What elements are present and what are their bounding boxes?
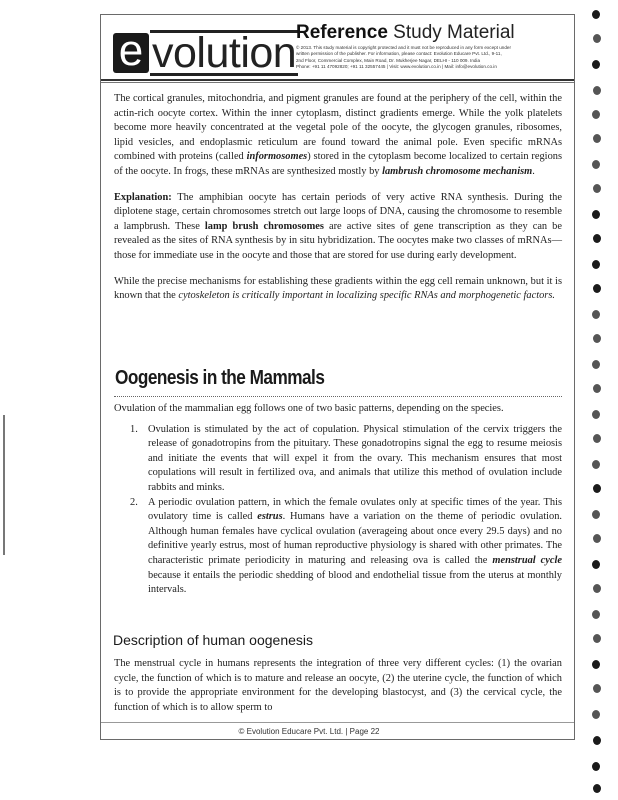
binding-hole bbox=[593, 134, 601, 143]
paragraph-explanation bbox=[114, 191, 562, 264]
term-lampbrush-chromosomes: lamp brush chromosomes bbox=[204, 220, 324, 232]
list-text: Ovulation is stimulated by the act of copulation. Physical stimulation of the cervix triggers the release of gonadotropins from the pituitary. These gonadotropins signal the egg to resume meiosis and initiate the events that will expel it from the ovary. This mechanism ensures that most copulations will result in fertilized ova, and animals that utilize this method of ovulation include rabbits and minks. bbox=[148, 423, 562, 493]
binding-hole bbox=[592, 260, 600, 269]
list-text: . Humans have a variation on the theme of periodic ovulation. Although human females have cyclical ovulation (averageing about once every 29.5 days) and no definitive yearly estrus, most of human reproductive physiology is shared with other primates. The characteristic primate periodicity in maturing and releasing ova is called the bbox=[148, 511, 562, 566]
header-divider-thin bbox=[101, 82, 574, 83]
footer-divider bbox=[101, 722, 574, 723]
binding-hole bbox=[593, 784, 601, 793]
binding-hole bbox=[593, 634, 601, 643]
copyright-notice bbox=[296, 45, 568, 71]
term-estrus: estrus bbox=[257, 511, 283, 523]
binding-hole bbox=[592, 160, 600, 169]
page-footer: © Evolution Educare Pvt. Ltd. | Page 22 bbox=[238, 727, 380, 736]
subsection-heading: Description of human oogenesis bbox=[113, 632, 314, 648]
binding-hole bbox=[592, 560, 600, 569]
binding-hole bbox=[593, 484, 601, 493]
list-text: because it entails the periodic shedding of blood and endothelial tissue from the uterus at monthly intervals. bbox=[148, 569, 562, 596]
body-text-mammals bbox=[114, 402, 562, 598]
binding-hole bbox=[592, 360, 600, 369]
section-heading: Oogenesis in the Mammals bbox=[115, 367, 325, 389]
binding-hole bbox=[593, 736, 601, 745]
section-intro: Ovulation of the mammalian egg follows one of two basic patterns, depending on the species. bbox=[114, 403, 504, 414]
binding-hole bbox=[592, 110, 600, 119]
binding-hole bbox=[592, 610, 600, 619]
title-normal: Study Material bbox=[387, 22, 515, 43]
binding-hole bbox=[593, 34, 601, 43]
binding-hole bbox=[593, 584, 601, 593]
copyright-line: written permission of the publisher. For information, please contact: Evolution Educare Pvt. Ltd., 9-11, bbox=[296, 51, 502, 57]
binding-hole bbox=[592, 510, 600, 519]
text-run: . bbox=[532, 165, 535, 177]
title-bold: Reference bbox=[296, 22, 388, 43]
header-divider bbox=[101, 79, 574, 81]
text-run: The cortical granules, mitochondria, and pigment granules are found at the periphery of the cell, within the actin-rich oocyte cortex. Within the inner cytoplasm, distinct gradients emerge. While the yolk platelets become more heavily concentrated at the vegetal pole of the oocyte, the glycogen granules, ribosomes, lipid vesicles, and endoplasmic reticulum are found toward the animal pole. Even specific mRNAs combined with proteins (called bbox=[114, 93, 562, 163]
body-text-top bbox=[114, 92, 562, 315]
binding-hole bbox=[593, 684, 601, 693]
binding-hole bbox=[592, 210, 600, 219]
binding-hole bbox=[592, 310, 600, 319]
paragraph-gradients bbox=[114, 92, 562, 180]
logo-initial: e bbox=[113, 33, 149, 73]
list-item bbox=[130, 423, 562, 496]
text-run: are active sites of gene transcription as they can be revealed as the sites of RNA synthesis by in situ hybridization. The oocytes make two classes of mRNAs—those for immediate use in the oocyte and those that are stored for use during early development. bbox=[114, 220, 562, 261]
list-item bbox=[130, 496, 562, 598]
list-text: A periodic ovulation pattern, in which the female ovulates only at specific times of the year. This ovulatory time is called bbox=[148, 496, 562, 523]
binding-hole bbox=[592, 460, 600, 469]
document-title bbox=[296, 22, 515, 44]
binding-hole bbox=[593, 334, 601, 343]
text-run: While the precise mechanisms for establishing these gradients within the egg cell remain unknown, but it is known that the bbox=[114, 275, 562, 302]
body-text-oogenesis bbox=[114, 657, 562, 715]
binding-hole bbox=[593, 284, 601, 293]
logo-wordmark: volution bbox=[152, 29, 297, 77]
binding-hole bbox=[593, 184, 601, 193]
ovulation-list bbox=[114, 423, 562, 598]
scan-edge-mark bbox=[3, 415, 5, 555]
paragraph-menstrual-cycle: The menstrual cycle in humans represents the integration of three very different cycles: (1) the ovarian cycle, the function of which is to mature and release an oocyte, (2) the uterine cycle, the function of which is to provide the appropriate environment for the developing blastocyst, and (3) the cervical cycle, the function of which is to allow sperm to bbox=[114, 658, 562, 713]
paragraph-mechanisms bbox=[114, 275, 562, 304]
copyright-line: © 2013. This study material is copyright protected and it must not be reproduced in any form except under bbox=[296, 45, 511, 50]
binding-hole bbox=[592, 710, 600, 719]
text-run: The amphibian oocyte has certain periods of very active RNA synthesis. During the diplotene stage, certain chromosomes stretch out large loops of DNA, causing the chromosome to resemble a lampbrush. These bbox=[114, 191, 562, 232]
text-run: ) stored in the cytoplasm become localized to certain regions of the oocyte. In frogs, these mRNAs are synthesized mostly by bbox=[114, 151, 562, 177]
term-menstrual-cycle: menstrual cycle bbox=[492, 554, 562, 566]
explanation-label: Explanation: bbox=[114, 191, 172, 203]
term-lambrush: lambrush chromosome mechanism bbox=[382, 165, 533, 177]
italic-run: cytoskeleton is critically important in localizing specific RNAs and morphogenetic factors. bbox=[178, 290, 555, 302]
binding-hole bbox=[593, 86, 601, 95]
term-informosomes: informosomes bbox=[246, 151, 308, 163]
copyright-line: Phone: +91 11 47092820; +91 11 32557445 | Visit: www.evolution.co.in | Mail: info@evolution.co.in bbox=[296, 64, 497, 70]
list-number: 1. bbox=[130, 423, 138, 435]
evolution-logo bbox=[113, 26, 298, 77]
binding-hole bbox=[592, 410, 600, 419]
binding-hole bbox=[593, 534, 601, 543]
list-number: 2. bbox=[130, 496, 138, 508]
binding-hole bbox=[592, 762, 600, 771]
binding-hole bbox=[592, 660, 600, 669]
binding-hole bbox=[593, 234, 601, 243]
section-divider bbox=[114, 396, 562, 397]
binding-hole bbox=[593, 384, 601, 393]
binding-hole bbox=[593, 434, 601, 443]
binding-hole bbox=[592, 60, 600, 69]
binding-hole bbox=[592, 10, 600, 19]
copyright-line: 2nd Floor, Commercial Complex, Main Road, Dr. Mukherjee Nagar, DELHI - 110 009. India bbox=[296, 57, 481, 63]
